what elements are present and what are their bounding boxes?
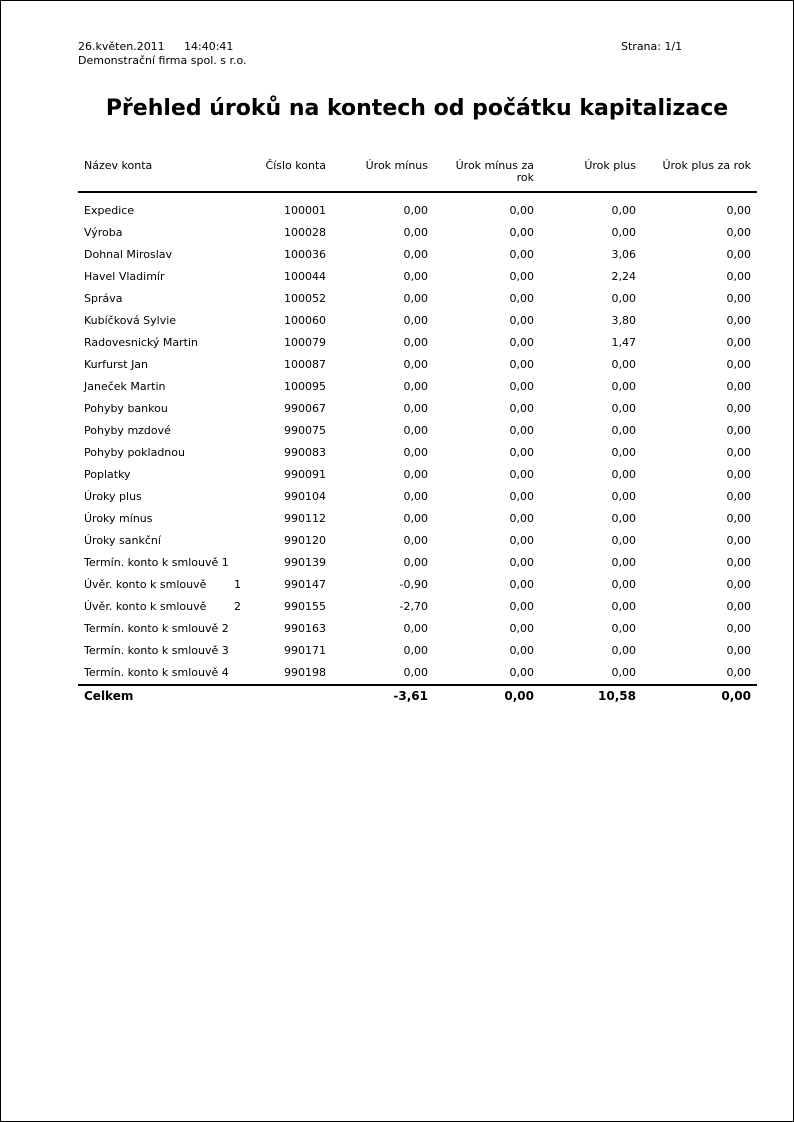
table-row (78, 596, 757, 618)
cell-interest-plus-year: 0,00 (726, 204, 751, 217)
cell-interest-minus: -2,70 (399, 600, 428, 613)
total-minus: -3,61 (332, 685, 434, 707)
cell-interest-plus: 0,00 (611, 644, 636, 657)
cell-account-number: 100028 (284, 226, 326, 239)
cell-interest-plus: 0,00 (611, 534, 636, 547)
print-time: 14:40:41 (184, 40, 234, 53)
total-minus-year: 0,00 (434, 685, 540, 707)
cell-interest-minus: 0,00 (403, 226, 428, 239)
cell-account-number: 990198 (284, 666, 326, 679)
table-row (78, 222, 757, 244)
cell-account-number: 990075 (284, 424, 326, 437)
company-name: Demonstrační firma spol. s r.o. (78, 54, 247, 67)
account-name-suffix: 1 (234, 578, 241, 591)
account-name-text: Výroba (84, 226, 123, 239)
cell-interest-plus-year: 0,00 (726, 314, 751, 327)
cell-account-number: 100079 (284, 336, 326, 349)
cell-interest-minus-year: 0,00 (509, 512, 534, 525)
table-row (78, 486, 757, 508)
account-name-text: Radovesnický Martin (84, 336, 199, 349)
table-row (78, 464, 757, 486)
cell-interest-minus-year: 0,00 (509, 314, 534, 327)
cell-interest-plus: 3,06 (611, 248, 636, 261)
cell-interest-plus-year: 0,00 (726, 380, 751, 393)
cell-interest-plus-year: 0,00 (726, 666, 751, 679)
cell-interest-plus-year: 0,00 (726, 424, 751, 437)
cell-account-name (78, 530, 244, 552)
cell-account-name (78, 354, 244, 376)
cell-interest-minus: 0,00 (403, 446, 428, 459)
cell-interest-minus: 0,00 (403, 556, 428, 569)
table-row (78, 192, 757, 222)
cell-interest-minus-year: 0,00 (509, 336, 534, 349)
account-name-text: Kubíčková Sylvie (84, 314, 177, 327)
cell-interest-minus-year: 0,00 (509, 644, 534, 657)
cell-interest-minus: 0,00 (403, 468, 428, 481)
cell-interest-plus-year: 0,00 (726, 600, 751, 613)
cell-interest-minus-year: 0,00 (509, 402, 534, 415)
cell-account-name (78, 244, 244, 266)
interest-table (78, 158, 757, 707)
table-row (78, 244, 757, 266)
cell-interest-plus: 0,00 (611, 600, 636, 613)
cell-interest-plus: 0,00 (611, 424, 636, 437)
table-row (78, 420, 757, 442)
account-name-text: Úvěr. konto k smlouvě (84, 578, 207, 591)
page-number: Strana: 1/1 (621, 40, 683, 53)
cell-account-name (78, 640, 244, 662)
cell-account-name (78, 442, 244, 464)
table-row (78, 310, 757, 332)
table-header-row (78, 158, 757, 192)
cell-account-name (78, 332, 244, 354)
table-row (78, 266, 757, 288)
cell-interest-minus-year: 0,00 (509, 226, 534, 239)
cell-interest-minus-year: 0,00 (509, 424, 534, 437)
cell-interest-minus: 0,00 (403, 424, 428, 437)
account-name-text: Termín. konto k smlouvě 2 (84, 622, 229, 635)
cell-interest-minus: 0,00 (403, 358, 428, 371)
cell-interest-minus-year: 0,00 (509, 468, 534, 481)
cell-account-name (78, 618, 244, 640)
cell-interest-minus: 0,00 (403, 336, 428, 349)
cell-interest-plus-year: 0,00 (726, 358, 751, 371)
cell-interest-plus: 0,00 (611, 402, 636, 415)
cell-interest-plus: 0,00 (611, 512, 636, 525)
cell-interest-minus-year: 0,00 (509, 622, 534, 635)
col-header-name: Název konta (78, 158, 244, 192)
total-plus-year: 0,00 (642, 685, 757, 707)
cell-interest-plus-year: 0,00 (726, 468, 751, 481)
col-header-minus: Úrok mínus (332, 158, 434, 192)
table-row (78, 398, 757, 420)
account-name-text: Termín. konto k smlouvě 4 (84, 666, 229, 679)
cell-account-number: 990083 (284, 446, 326, 459)
cell-interest-plus-year: 0,00 (726, 226, 751, 239)
cell-interest-plus-year: 0,00 (726, 446, 751, 459)
cell-interest-plus: 0,00 (611, 556, 636, 569)
cell-interest-minus-year: 0,00 (509, 248, 534, 261)
account-name-text: Kurfurst Jan (84, 358, 149, 371)
account-name-text: Dohnal Miroslav (84, 248, 173, 261)
cell-interest-plus-year: 0,00 (726, 248, 751, 261)
account-name-text: Úroky mínus (84, 512, 153, 525)
cell-interest-minus: -0,90 (399, 578, 428, 591)
cell-account-name (78, 574, 244, 596)
account-name-text: Úvěr. konto k smlouvě (84, 600, 207, 613)
cell-interest-minus: 0,00 (403, 204, 428, 217)
table-row (78, 662, 757, 685)
cell-interest-minus: 0,00 (403, 314, 428, 327)
cell-interest-plus: 3,80 (611, 314, 636, 327)
cell-interest-minus: 0,00 (403, 490, 428, 503)
cell-interest-minus-year: 0,00 (509, 380, 534, 393)
total-plus: 10,58 (540, 685, 642, 707)
cell-interest-plus: 1,47 (611, 336, 636, 349)
account-name-text: Pohyby bankou (84, 402, 168, 415)
cell-interest-plus: 0,00 (611, 204, 636, 217)
cell-interest-minus: 0,00 (403, 292, 428, 305)
cell-account-name (78, 192, 244, 222)
cell-interest-minus: 0,00 (403, 666, 428, 679)
cell-interest-plus: 0,00 (611, 622, 636, 635)
account-name-text: Správa (84, 292, 123, 305)
cell-account-number: 990155 (284, 600, 326, 613)
cell-interest-plus-year: 0,00 (726, 336, 751, 349)
table-row (78, 574, 757, 596)
cell-interest-minus-year: 0,00 (509, 666, 534, 679)
print-date: 26.květen.2011 (78, 40, 165, 53)
table-row (78, 332, 757, 354)
cell-account-name (78, 376, 244, 398)
cell-account-number: 100060 (284, 314, 326, 327)
cell-interest-minus: 0,00 (403, 512, 428, 525)
cell-interest-plus-year: 0,00 (726, 578, 751, 591)
cell-interest-plus: 0,00 (611, 380, 636, 393)
cell-interest-plus-year: 0,00 (726, 490, 751, 503)
cell-interest-plus: 0,00 (611, 468, 636, 481)
cell-account-number: 990163 (284, 622, 326, 635)
cell-interest-minus: 0,00 (403, 380, 428, 393)
account-name-text: Termín. konto k smlouvě 1 (84, 556, 229, 569)
cell-interest-minus-year: 0,00 (509, 446, 534, 459)
cell-account-name (78, 310, 244, 332)
cell-account-name (78, 508, 244, 530)
table-row (78, 640, 757, 662)
cell-interest-plus-year: 0,00 (726, 292, 751, 305)
table-row (78, 288, 757, 310)
cell-interest-minus-year: 0,00 (509, 358, 534, 371)
cell-account-name (78, 662, 244, 685)
cell-account-name (78, 552, 244, 574)
table-row (78, 618, 757, 640)
cell-account-name (78, 464, 244, 486)
col-header-minus-year: Úrok mínus za rok (434, 158, 540, 192)
cell-interest-minus-year: 0,00 (509, 600, 534, 613)
total-row (78, 685, 757, 707)
cell-interest-minus-year: 0,00 (509, 204, 534, 217)
cell-account-name (78, 266, 244, 288)
cell-account-name (78, 398, 244, 420)
account-name-text: Janeček Martin (84, 380, 166, 393)
account-name-text: Úroky plus (84, 490, 142, 503)
cell-account-number: 100044 (284, 270, 326, 283)
cell-interest-plus: 0,00 (611, 358, 636, 371)
cell-account-name (78, 486, 244, 508)
col-header-number: Číslo konta (244, 158, 332, 192)
cell-interest-plus-year: 0,00 (726, 402, 751, 415)
cell-account-number: 990067 (284, 402, 326, 415)
cell-account-name (78, 288, 244, 310)
cell-account-number: 100036 (284, 248, 326, 261)
account-name-suffix: 2 (234, 600, 241, 613)
cell-interest-minus-year: 0,00 (509, 578, 534, 591)
cell-interest-plus-year: 0,00 (726, 270, 751, 283)
account-name-text: Poplatky (84, 468, 131, 481)
cell-account-number: 990091 (284, 468, 326, 481)
cell-account-number: 100001 (284, 204, 326, 217)
cell-account-name (78, 596, 244, 618)
account-name-text: Termín. konto k smlouvě 3 (84, 644, 229, 657)
table-row (78, 552, 757, 574)
cell-interest-plus: 0,00 (611, 490, 636, 503)
cell-interest-minus-year: 0,00 (509, 534, 534, 547)
table-row (78, 442, 757, 464)
cell-interest-plus: 0,00 (611, 578, 636, 591)
cell-interest-plus: 0,00 (611, 666, 636, 679)
table-row (78, 354, 757, 376)
account-name-text: Pohyby mzdové (84, 424, 171, 437)
account-name-text: Havel Vladimír (84, 270, 165, 283)
col-header-plus-year: Úrok plus za rok (642, 158, 757, 192)
cell-interest-minus: 0,00 (403, 534, 428, 547)
account-name-text: Pohyby pokladnou (84, 446, 185, 459)
cell-interest-minus-year: 0,00 (509, 270, 534, 283)
cell-interest-minus: 0,00 (403, 622, 428, 635)
cell-account-number: 100095 (284, 380, 326, 393)
total-number-empty (244, 685, 332, 707)
cell-interest-plus-year: 0,00 (726, 644, 751, 657)
cell-account-number: 990112 (284, 512, 326, 525)
report-title: Přehled úroků na kontech od počátku kapitalizace (105, 96, 729, 121)
cell-interest-plus-year: 0,00 (726, 622, 751, 635)
cell-interest-minus: 0,00 (403, 402, 428, 415)
cell-interest-plus: 2,24 (611, 270, 636, 283)
cell-account-number: 990104 (284, 490, 326, 503)
cell-account-number: 100052 (284, 292, 326, 305)
cell-interest-minus-year: 0,00 (509, 490, 534, 503)
cell-interest-plus: 0,00 (611, 292, 636, 305)
cell-account-name (78, 222, 244, 244)
cell-interest-plus: 0,00 (611, 226, 636, 239)
cell-interest-minus: 0,00 (403, 644, 428, 657)
cell-interest-plus-year: 0,00 (726, 534, 751, 547)
cell-interest-minus-year: 0,00 (509, 556, 534, 569)
cell-account-number: 100087 (284, 358, 326, 371)
table-row (78, 508, 757, 530)
cell-account-number: 990171 (284, 644, 326, 657)
account-name-text: Expedice (84, 204, 135, 217)
cell-interest-minus-year: 0,00 (509, 292, 534, 305)
cell-interest-plus-year: 0,00 (726, 512, 751, 525)
table-row (78, 376, 757, 398)
cell-interest-plus: 0,00 (611, 446, 636, 459)
cell-interest-minus: 0,00 (403, 248, 428, 261)
col-header-plus: Úrok plus (540, 158, 642, 192)
table-body (78, 192, 757, 685)
cell-interest-minus: 0,00 (403, 270, 428, 283)
cell-interest-plus-year: 0,00 (726, 556, 751, 569)
account-name-text: Úroky sankční (84, 534, 161, 547)
cell-account-number: 990139 (284, 556, 326, 569)
cell-account-number: 990147 (284, 578, 326, 591)
cell-account-name (78, 420, 244, 442)
total-label: Celkem (78, 685, 244, 707)
table-row (78, 530, 757, 552)
cell-account-number: 990120 (284, 534, 326, 547)
